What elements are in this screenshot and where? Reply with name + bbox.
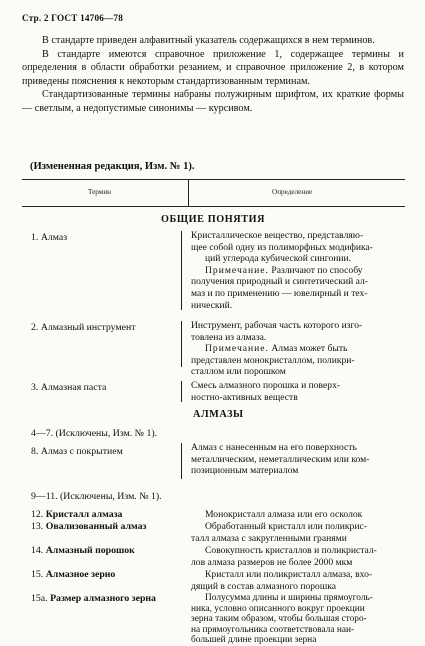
term-name: Алмазное зерно [45, 569, 116, 580]
definition-line: Полусумма длины и ширины прямоуголь- [205, 593, 373, 603]
term-entry-14 [31, 545, 135, 556]
note-label: Примечание. [205, 343, 269, 355]
excluded-entries-4-7: 4—7. (Исключены, Изм. № 1). [31, 428, 158, 439]
term-number: 2. [31, 322, 39, 333]
definition-entry-15a [191, 593, 404, 646]
definition-line: большей длине проекции зерна [191, 635, 317, 646]
definition-entry-3 [191, 380, 404, 403]
intro-paragraph-3: Стандартизованные термины набраны полужирным шрифтом, их краткие формы — светлым, а недопустимые синонимы — курсивом. [22, 89, 404, 114]
definition-entry-14 [191, 545, 404, 568]
definition-line: Алмаз с нанесенным на его поверхность [191, 442, 357, 453]
term-name: Размер алмазного зерна [50, 593, 156, 604]
term-number: 13. [31, 521, 44, 532]
term-entry-15 [31, 569, 115, 580]
definition-note [191, 343, 404, 355]
definition-line: позиционным материалом [191, 465, 299, 477]
term-entry-13 [31, 521, 146, 532]
definition-line: получения природный и синтетический ал- [191, 276, 368, 288]
column-divider [188, 180, 189, 206]
term-number: 8. [31, 446, 39, 457]
section-title-diamonds: АЛМАЗЫ [193, 409, 244, 420]
term-entry-12 [31, 509, 122, 520]
term-name: Алмазный порошок [45, 545, 135, 556]
definition-bar [181, 231, 182, 310]
term-entry-8 [31, 446, 123, 457]
definition-line: маз и по применению — ювелирный и тех- [191, 287, 368, 299]
column-header-definition: Определение [272, 188, 313, 196]
definition-line: на прямоугольника соответствовала наи- [191, 624, 355, 635]
term-entry-1 [31, 232, 67, 243]
term-entry-3 [31, 382, 106, 393]
definition-line: щее собой одну из полиморфных модифика- [191, 241, 373, 253]
term-name: Алмаз [40, 232, 68, 243]
definition-line: талл алмаза с закругленными гранями [191, 532, 347, 544]
term-name: Алмазный инструмент [40, 322, 136, 333]
definition-bar [181, 443, 182, 479]
definition-line: Кристалл или поликристалл алмаза, вхо- [205, 569, 373, 580]
excluded-entries-9-11: 9—11. (Исключены, Изм. № 1). [31, 491, 162, 502]
definition-entry-13 [191, 521, 404, 544]
term-number: 3. [31, 382, 39, 393]
term-number: 14. [31, 545, 44, 556]
definition-entry-15 [191, 569, 404, 592]
definition-line: сталлом или порошком [191, 366, 286, 378]
definition-line: дящий в состав алмазного порошка [191, 580, 337, 592]
intro-paragraph-2: В стандарте имеются справочное приложение 1, содержащее термины и определения в области обработки резанием, и справочное приложение 2, в котором приведены пояснения к некоторым стандартизованным терминам. [22, 48, 404, 87]
term-name: Овализованный алмаз [45, 521, 147, 532]
section-title-general: ОБЩИЕ ПОНЯТИЯ [161, 214, 266, 225]
definition-line: Инструмент, рабочая часть которого изго- [191, 320, 363, 331]
definition-line: лов алмаза размеров не более 2000 мкм [191, 556, 353, 568]
note-text: Различают по способу [268, 264, 363, 276]
definition-line: Обработанный кристалл или поликрис- [205, 521, 367, 532]
definition-line: Кристаллическое вещество, представляю- [191, 230, 364, 241]
page-header: Стр. 2 ГОСТ 14706—78 [22, 13, 124, 23]
definition-line: нический. [191, 299, 233, 311]
term-name: Алмаз с покрытием [40, 446, 123, 457]
definition-line: товлена из алмаза. [191, 331, 267, 343]
definition-line: Смесь алмазного порошка и поверх- [191, 380, 341, 391]
note-text: Алмаз может быть [268, 343, 348, 355]
term-number: 12. [31, 509, 44, 520]
definition-line: металлическим, неметаллическим или ком- [191, 453, 370, 465]
term-entry-2 [31, 322, 136, 333]
term-entry-15a [31, 593, 156, 604]
table-header [22, 179, 405, 207]
definition-entry-12 [191, 509, 404, 521]
intro-paragraph-1: В стандарте приведен алфавитный указатель содержащихся в нем терминов. [42, 35, 375, 46]
definition-entry-8 [191, 442, 404, 477]
intro-text [22, 34, 404, 116]
definition-entry-2 [191, 320, 404, 378]
definition-line: зерна таким образом, чтобы большая сторо- [191, 614, 367, 625]
definition-line: представлен монокристаллом, поликри- [191, 354, 355, 366]
definition-bar [181, 321, 182, 367]
term-number: 1. [31, 232, 39, 243]
definition-entry-1 [191, 230, 404, 311]
note-label: Примечание. [205, 264, 269, 276]
revision-note: (Измененная редакция, Изм. № 1). [30, 161, 195, 172]
definition-line: ций углерода кубической сингонии. [205, 253, 352, 265]
definition-bar [181, 381, 182, 402]
term-number: 15. [31, 569, 44, 580]
term-name: Алмазная паста [40, 382, 107, 393]
definition-line: ностно-активных веществ [191, 391, 298, 403]
term-number: 15а. [31, 593, 48, 604]
definition-note [191, 265, 404, 277]
definition-line: ника, условно описанного вокруг проекции [191, 603, 365, 614]
definition-line: Монокристалл алмаза или его осколок [205, 509, 363, 520]
term-name: Кристалл алмаза [45, 509, 123, 520]
column-header-term: Термин [88, 188, 112, 196]
definition-line: Совокупность кристаллов и поликристал- [205, 545, 377, 556]
